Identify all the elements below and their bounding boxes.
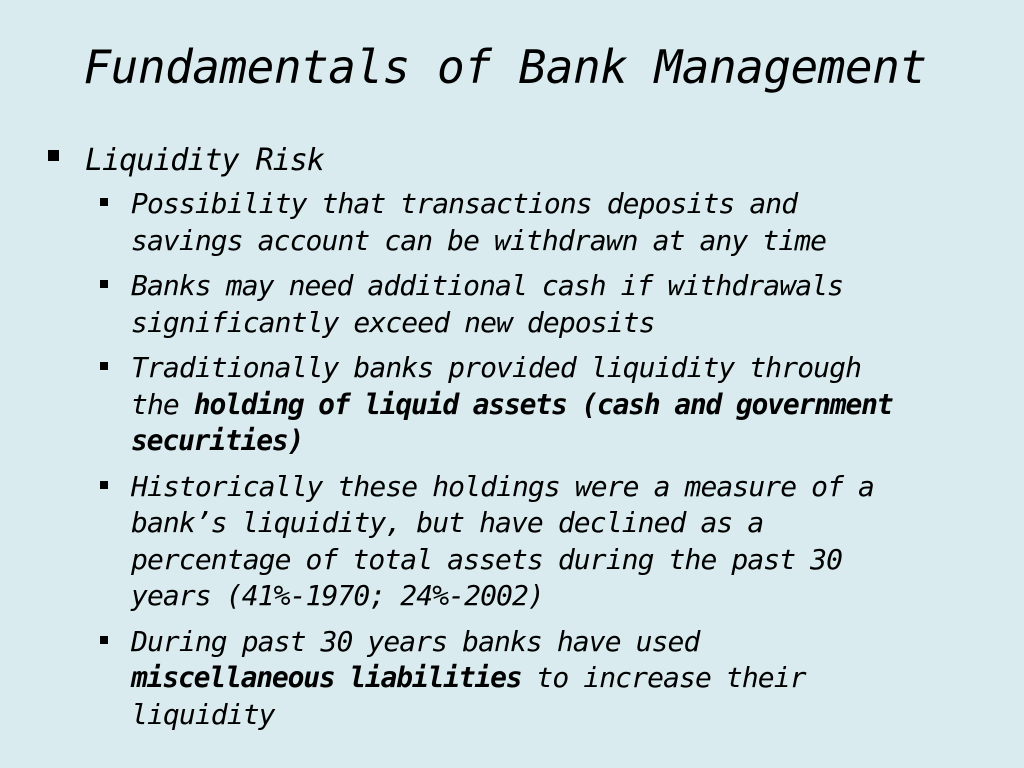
bullet-bold-text: securities) (131, 424, 304, 457)
bullet-text-line (131, 660, 980, 697)
bullet-text-line: savings account can be withdrawn at any time (131, 223, 827, 257)
square-bullet-icon (100, 280, 108, 288)
sub-bullet-item (100, 469, 980, 615)
bullet-text-line: Historically these holdings were a measure of a (131, 469, 874, 503)
sub-bullet-item (100, 350, 980, 460)
bullet-bold-text: holding of liquid assets (cash and government (193, 387, 893, 421)
bullet-text-line: During past 30 years banks have used (131, 624, 700, 658)
bullet-text-line: percentage of total assets during the past 30 (131, 542, 843, 576)
bullet-bold-text: miscellaneous liabilities (131, 661, 522, 694)
sub-bullet-list (100, 186, 980, 742)
bullet-text-line: Possibility that transactions deposits and (131, 187, 798, 220)
sub-bullet-item (100, 624, 980, 734)
bullet-text-suffix: to increase their (521, 661, 806, 694)
sub-bullet-item (100, 268, 980, 341)
bullet-label: Liquidity Risk (85, 143, 324, 178)
sub-bullet-item (100, 186, 980, 259)
bullet-text-line: years (41%-1970; 24%-2002) (131, 579, 544, 612)
bullet-text-line: bank’s liquidity, but have declined as a (131, 506, 764, 539)
square-bullet-icon (100, 636, 108, 644)
square-bullet-icon (100, 198, 108, 206)
slide-title: Fundamentals of Bank Management (83, 40, 927, 94)
square-bullet-icon (100, 362, 108, 370)
square-bullet-icon (100, 481, 108, 489)
bullet-text-line (131, 387, 980, 424)
bullet-text-prefix: the (131, 387, 194, 421)
bullet-text-line: Banks may need additional cash if withdrawals (131, 269, 844, 302)
bullet-text-line: Traditionally banks provided liquidity through (131, 351, 862, 384)
square-bullet-icon (48, 150, 59, 161)
bullet-text-line: liquidity (131, 697, 275, 731)
bullet-text-line: significantly exceed new deposits (131, 305, 655, 339)
